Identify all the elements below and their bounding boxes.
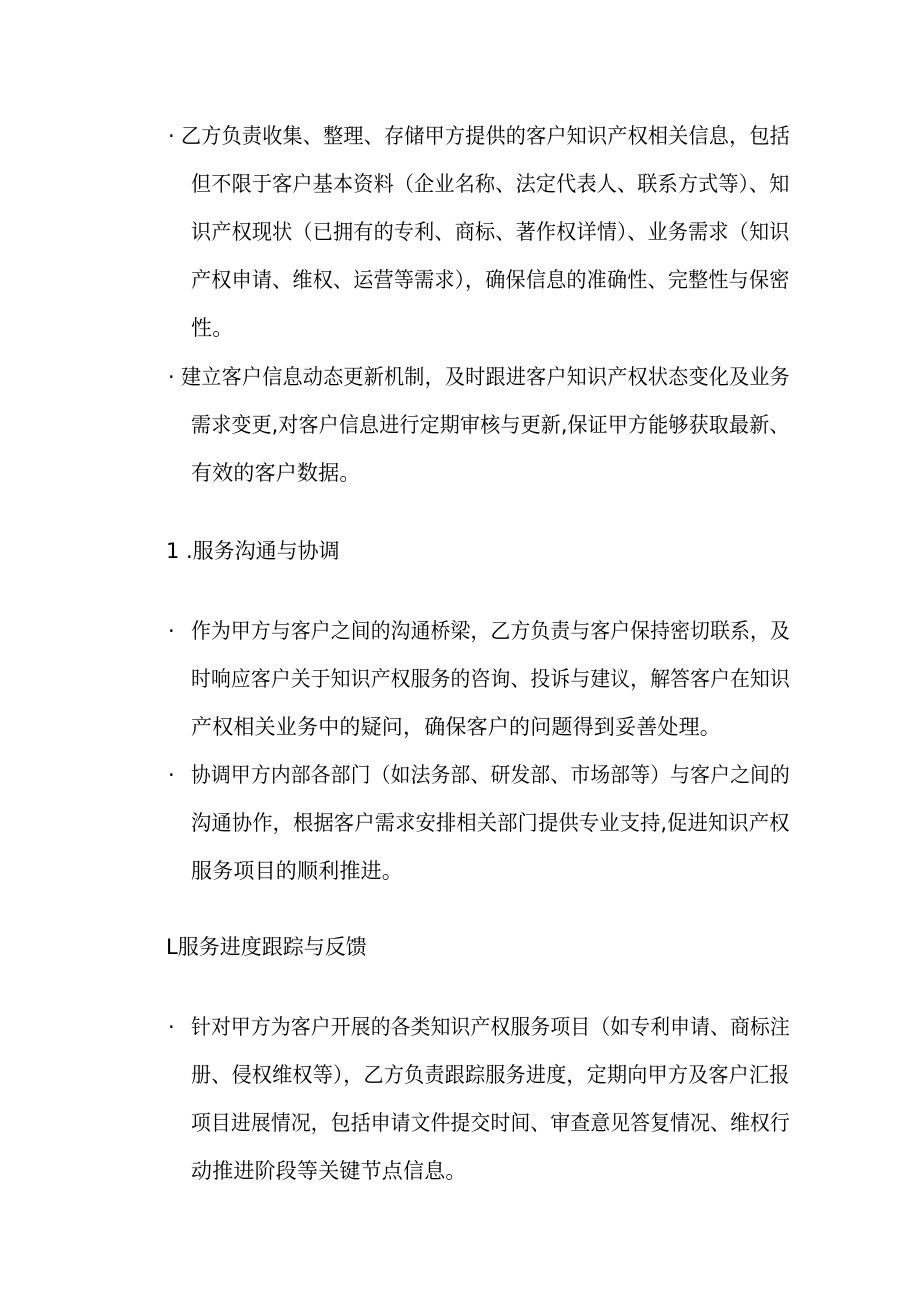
paragraph-line: 产权申请、维权、运营等需求），确保信息的准确性、完整性与保密 <box>191 268 790 292</box>
paragraph-line: 项目进展情况，包括申请文件提交时间、审查意见答复情况、维权行 <box>191 1111 790 1135</box>
paragraph-line: 协调甲方内部各部门（如法务部、研发部、市场部等）与客户之间的 <box>191 763 790 787</box>
paragraph-line: 册、侵权维权等），乙方负责跟踪服务进度，定期向甲方及客户汇报 <box>191 1063 790 1087</box>
bullet-marker: · <box>168 365 175 389</box>
paragraph-line: 作为甲方与客户之间的沟通桥梁，乙方负责与客户保持密切联系，及 <box>191 619 790 643</box>
paragraph-line: 建立客户信息动态更新机制，及时跟进客户知识产权状态变化及业务 <box>181 365 790 389</box>
section-heading: L服务进度跟踪与反馈 <box>166 935 367 959</box>
paragraph-line: 沟通协作，根据客户需求安排相关部门提供专业支持,促进知识产权 <box>191 811 790 835</box>
paragraph-line: 有效的客户数据。 <box>191 461 361 485</box>
bullet-marker: · <box>168 763 175 787</box>
paragraph-line: 动推进阶段等关键节点信息。 <box>191 1159 467 1183</box>
paragraph-line: 产权相关业务中的疑问，确保客户的问题得到妥善处理。 <box>191 715 721 739</box>
bullet-marker: · <box>168 619 175 643</box>
bullet-marker: · <box>168 124 175 148</box>
section-heading: .服务沟通与协调 <box>186 539 340 563</box>
paragraph-line: 识产权现状（已拥有的专利、商标、著作权详情）、业务需求（知识 <box>191 220 790 244</box>
paragraph-line: 针对甲方为客户开展的各类知识产权服务项目（如专利申请、商标注 <box>191 1015 790 1039</box>
paragraph-line: 性。 <box>191 316 234 340</box>
bullet-marker: · <box>168 1015 175 1039</box>
section-number: 1 <box>166 539 180 563</box>
paragraph-line: 需求变更,对客户信息进行定期审核与更新,保证甲方能够获取最新、 <box>191 413 790 437</box>
paragraph-line: 时响应客户关于知识产权服务的咨询、投诉与建议，解答客户在知识 <box>191 667 790 691</box>
paragraph-line: 但不限于客户基本资料（企业名称、法定代表人、联系方式等）、知 <box>191 172 790 196</box>
paragraph-line: 服务项目的顺利推进。 <box>191 859 403 883</box>
paragraph-line: 乙方负责收集、整理、存储甲方提供的客户知识产权相关信息，包括 <box>181 124 790 148</box>
